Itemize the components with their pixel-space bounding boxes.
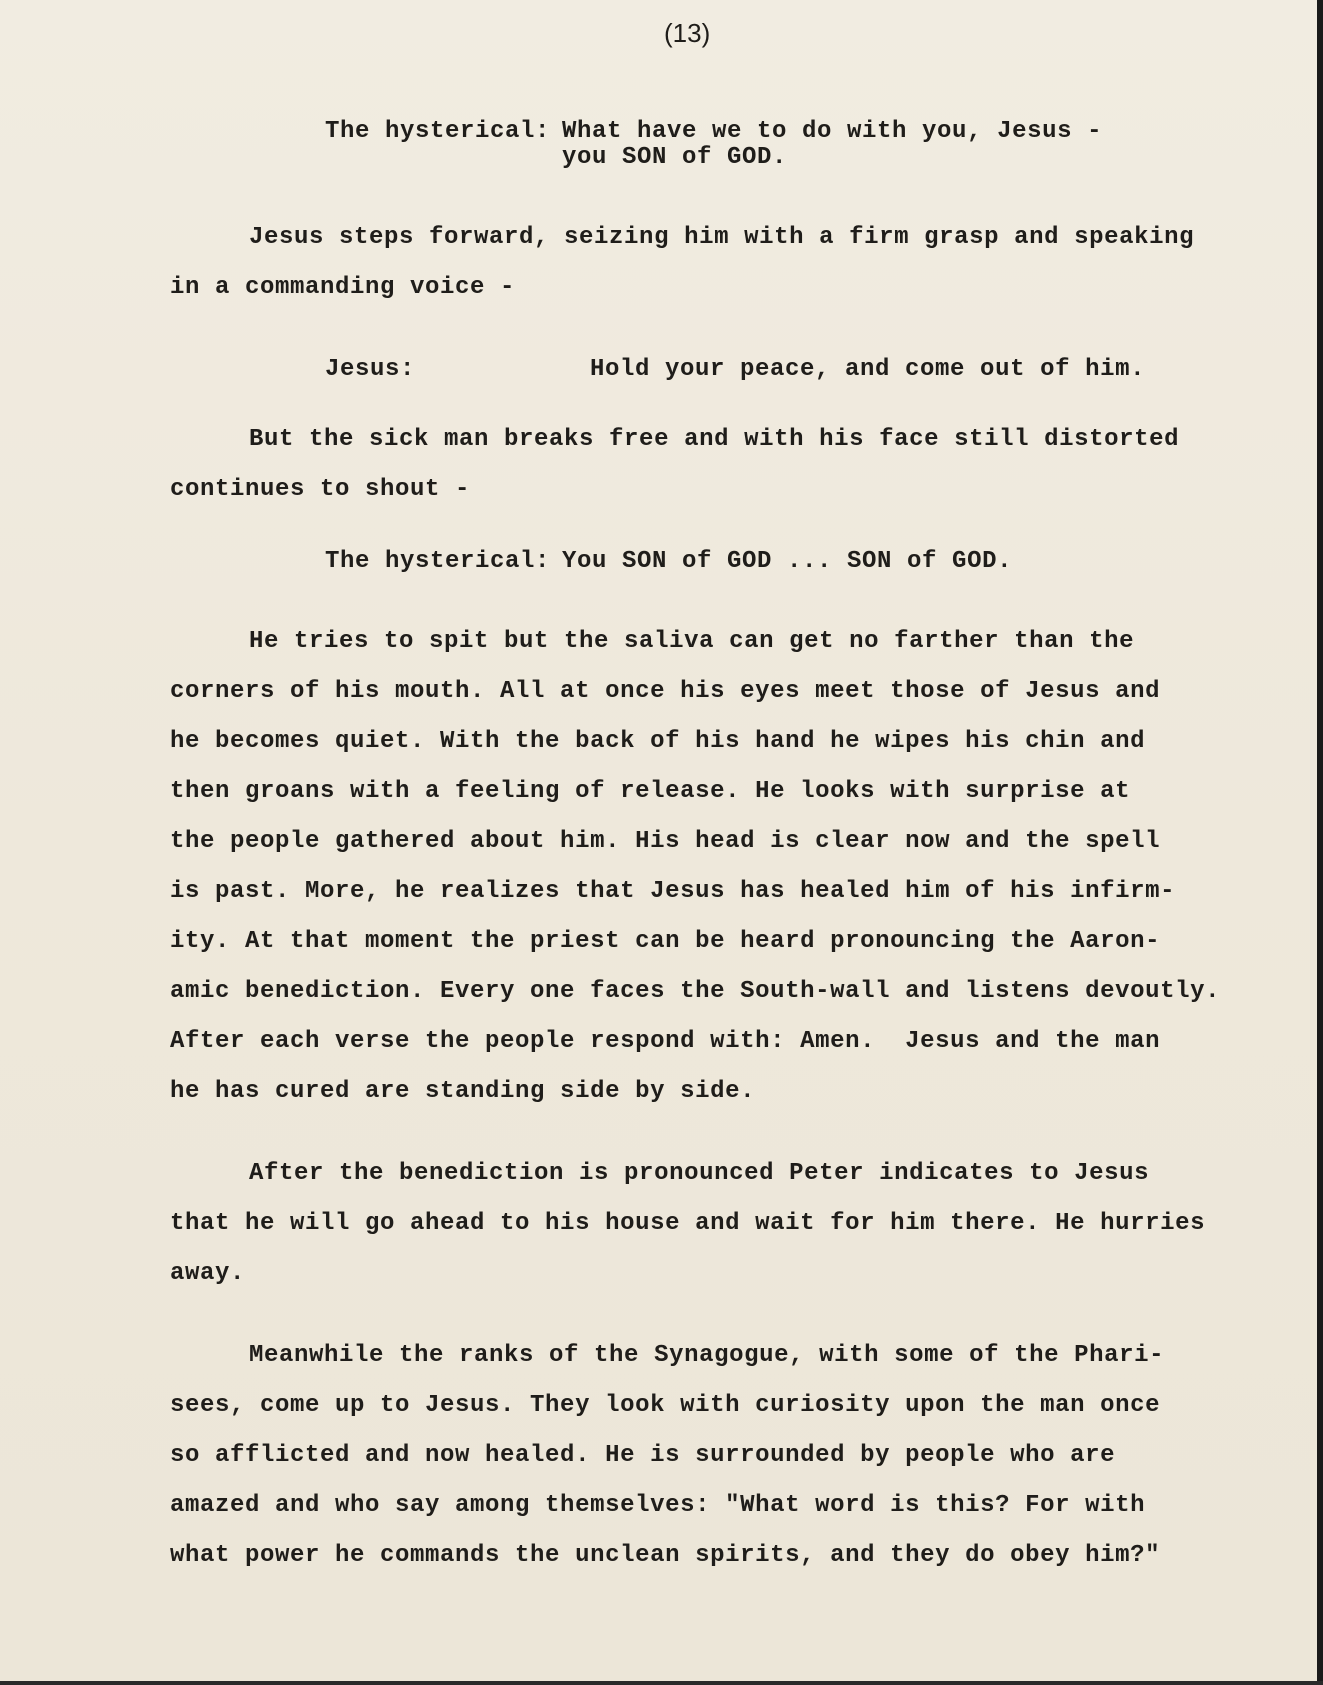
para-3-line-6: is past. More, he realizes that Jesus has healed him of his infirm- bbox=[170, 878, 1176, 905]
para-1-line-2: in a commanding voice - bbox=[170, 274, 516, 301]
para-5-line-2: sees, come up to Jesus. They look with curiosity upon the man once bbox=[170, 1392, 1161, 1419]
para-4-line-3: away. bbox=[170, 1260, 246, 1287]
dialogue-3-line-1: You SON of GOD ... SON of GOD. bbox=[562, 548, 1013, 575]
para-3-line-2: corners of his mouth. All at once his eyes meet those of Jesus and bbox=[170, 678, 1161, 705]
para-5-line-4: amazed and who say among themselves: "What word is this? For with bbox=[170, 1492, 1146, 1519]
scan-edge-right bbox=[1317, 0, 1323, 1685]
para-2-line-1: But the sick man breaks free and with his face still distorted bbox=[249, 426, 1180, 453]
dialogue-2-speaker: Jesus: bbox=[325, 356, 416, 383]
dialogue-3-speaker: The hysterical: bbox=[325, 548, 551, 575]
para-3-line-4: then groans with a feeling of release. He looks with surprise at bbox=[170, 778, 1131, 805]
page-number: (13) bbox=[664, 18, 711, 48]
para-5-line-1: Meanwhile the ranks of the Synagogue, with some of the Phari- bbox=[249, 1342, 1165, 1369]
para-3-line-8: amic benediction. Every one faces the South-wall and listens devoutly. bbox=[170, 978, 1221, 1005]
para-5-line-5: what power he commands the unclean spirits, and they do obey him?" bbox=[170, 1542, 1161, 1569]
dialogue-2-line-1: Hold your peace, and come out of him. bbox=[590, 356, 1146, 383]
dialogue-1-line-2: you SON of GOD. bbox=[562, 144, 788, 171]
para-3-line-1: He tries to spit but the saliva can get no farther than the bbox=[249, 628, 1135, 655]
scan-edge-bottom bbox=[0, 1681, 1323, 1685]
para-3-line-3: he becomes quiet. With the back of his hand he wipes his chin and bbox=[170, 728, 1146, 755]
para-3-line-9: After each verse the people respond with: Amen. Jesus and the man bbox=[170, 1028, 1161, 1055]
para-4-line-1: After the benediction is pronounced Peter indicates to Jesus bbox=[249, 1160, 1150, 1187]
dialogue-1-line-1: What have we to do with you, Jesus - bbox=[562, 118, 1103, 145]
para-3-line-10: he has cured are standing side by side. bbox=[170, 1078, 756, 1105]
dialogue-1-speaker: The hysterical: bbox=[325, 118, 551, 145]
para-5-line-3: so afflicted and now healed. He is surrounded by people who are bbox=[170, 1442, 1116, 1469]
para-2-line-2: continues to shout - bbox=[170, 476, 471, 503]
para-3-line-7: ity. At that moment the priest can be heard pronouncing the Aaron- bbox=[170, 928, 1161, 955]
para-3-line-5: the people gathered about him. His head is clear now and the spell bbox=[170, 828, 1161, 855]
para-4-line-2: that he will go ahead to his house and wait for him there. He hurries bbox=[170, 1210, 1206, 1237]
para-1-line-1: Jesus steps forward, seizing him with a firm grasp and speaking bbox=[249, 224, 1195, 251]
